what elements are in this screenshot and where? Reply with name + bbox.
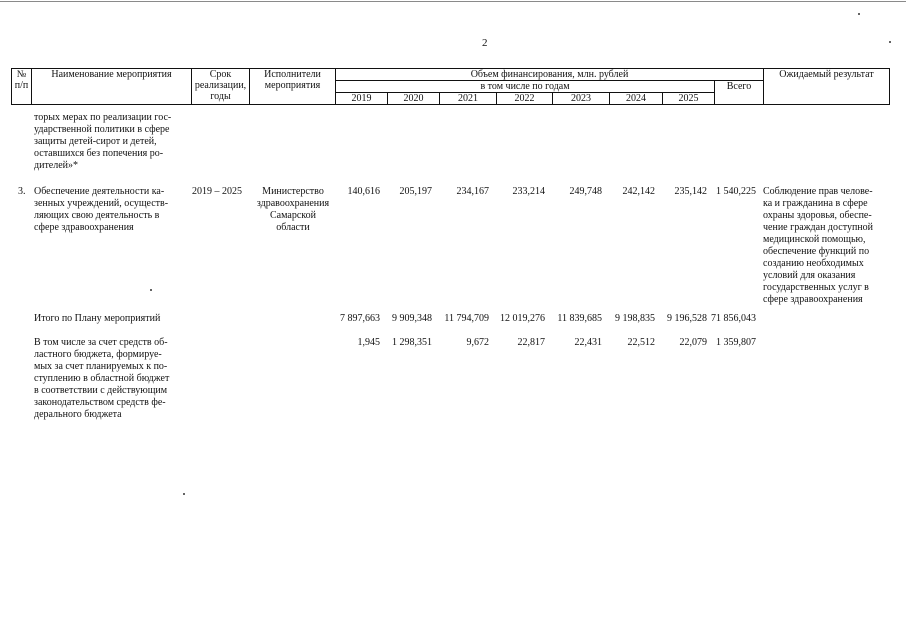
row3-name [34, 186, 186, 234]
header-period: Срок реализации, годы [192, 69, 250, 105]
scan-speck [858, 13, 860, 15]
text-line: ластного бюджета, формируе- [34, 349, 162, 360]
text-line: защиты детей-сирот и детей, [34, 136, 157, 147]
row3-value-2023: 249,748 [569, 186, 602, 197]
row3-number: 3. [18, 186, 26, 197]
text-line: области [276, 222, 310, 233]
header-year: 2022 [497, 93, 553, 105]
page-number: 2 [482, 37, 488, 49]
header-no: № п/п [12, 69, 32, 105]
text-line: Обеспечение деятельности ка- [34, 186, 165, 197]
text-line: ударственной политики в сфере [34, 124, 170, 135]
continuation-text [34, 112, 186, 172]
row3-value-2021: 234,167 [456, 186, 489, 197]
text-line: в соответствии с действующим [34, 385, 168, 396]
header-year: 2020 [388, 93, 440, 105]
text-line: медицинской помощью, [763, 234, 866, 245]
text-line: законодательством средств фе- [34, 397, 166, 408]
row3-value-2022: 233,214 [512, 186, 545, 197]
text-line: торых мерах по реализации гос- [34, 112, 172, 123]
row3-period: 2019 – 2025 [192, 186, 242, 197]
regional-value-2023: 22,431 [574, 337, 602, 348]
text-line: Министерство [262, 186, 324, 197]
regional-value-2021: 9,672 [466, 337, 489, 348]
text-line: ступлению в областной бюджет [34, 373, 170, 384]
text-line: созданию необходимых [763, 258, 864, 269]
text-line: охраны здоровья, обеспе- [763, 210, 872, 221]
total-value-2019: 7 897,663 [340, 313, 380, 324]
text-line: В том числе за счет средств об- [34, 337, 168, 348]
row3-total: 1 540,225 [716, 186, 756, 197]
text-line: ляющих свою деятельность в [34, 210, 160, 221]
total-value-2020: 9 909,348 [392, 313, 432, 324]
text-line: мых за счет планируемых к по- [34, 361, 168, 372]
scan-speck [150, 289, 152, 291]
header-year: 2024 [610, 93, 663, 105]
text-line: сфере здравоохранения [763, 294, 863, 305]
scan-speck [889, 41, 891, 43]
header-year: 2021 [440, 93, 497, 105]
regional-value-2019: 1,945 [357, 337, 380, 348]
header-total: Всего [715, 81, 764, 105]
total-value-2024: 9 198,835 [615, 313, 655, 324]
header-name: Наименование мероприятия [32, 69, 192, 105]
total-value-2023: 11 839,685 [557, 313, 602, 324]
row3-value-2019: 140,616 [347, 186, 380, 197]
header-result: Ожидаемый результат [764, 69, 890, 105]
scan-top-edge [0, 1, 906, 2]
text-line: чение граждан доступной [763, 222, 874, 233]
total-value-2022: 12 019,276 [500, 313, 545, 324]
text-line: Соблюдение прав челове- [763, 186, 873, 197]
table-header [11, 68, 890, 105]
regional-value-2024: 22,512 [627, 337, 655, 348]
regional-value-2025: 22,079 [679, 337, 707, 348]
header-executor: Исполнители мероприятия [250, 69, 336, 105]
row3-value-2025: 235,142 [674, 186, 707, 197]
total-row-label: Итого по Плану мероприятий [34, 313, 161, 324]
text-line: зенных учреждений, осуществ- [34, 198, 169, 209]
text-line: дерального бюджета [34, 409, 122, 420]
row3-value-2020: 205,197 [399, 186, 432, 197]
total-value-2021: 11 794,709 [444, 313, 489, 324]
regional-row-label [34, 337, 186, 421]
scan-speck [183, 493, 185, 495]
text-line: государственных услуг в [763, 282, 869, 293]
regional-value-2022: 22,817 [517, 337, 545, 348]
text-line: обеспечение функций по [763, 246, 870, 257]
header-by-years: в том числе по годам [336, 81, 715, 93]
total-row-total: 71 856,043 [711, 313, 756, 324]
regional-value-2020: 1 298,351 [392, 337, 432, 348]
total-value-2025: 9 196,528 [667, 313, 707, 324]
text-line: здравоохранения [256, 198, 330, 209]
row3-result [763, 186, 883, 306]
text-line: сфере здравоохранения [34, 222, 134, 233]
text-line: ка и гражданина в сфере [763, 198, 868, 209]
row3-value-2024: 242,142 [622, 186, 655, 197]
regional-row-total: 1 359,807 [716, 337, 756, 348]
header-year: 2019 [336, 93, 388, 105]
text-line: Самарской [270, 210, 316, 221]
row3-executor [250, 186, 336, 234]
text-line: дителей»* [34, 160, 79, 171]
header-year: 2023 [553, 93, 610, 105]
text-line: условий для оказания [763, 270, 856, 281]
text-line: оставшихся без попечения ро- [34, 148, 164, 159]
header-finance: Объем финансирования, млн. рублей [336, 69, 764, 81]
header-year: 2025 [663, 93, 715, 105]
